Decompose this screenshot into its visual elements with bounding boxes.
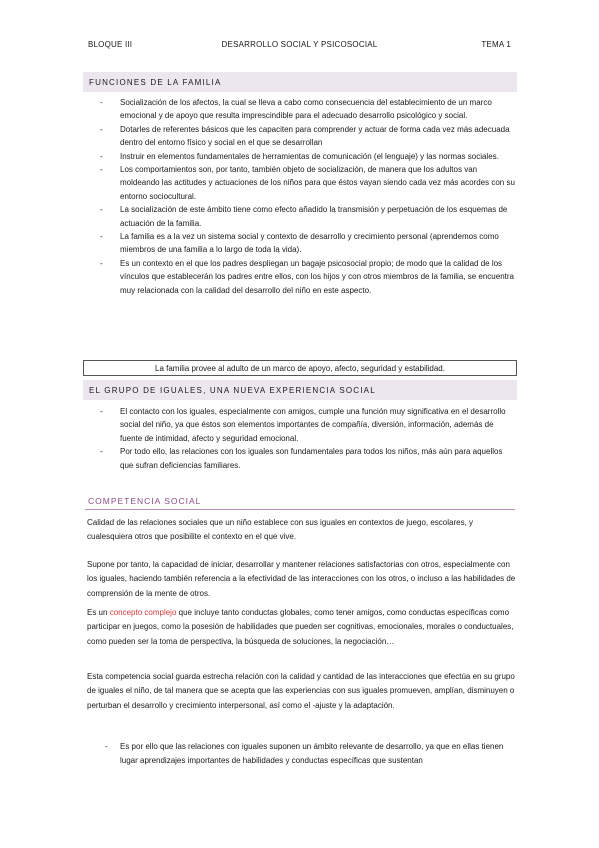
- list-item: - Es un contexto en el que los padres despliegan un bagaje psicosocial propio; de modo que la calidad de los vínculos que establecerán los padres entre ellos, con los hijos y con otros miembros de la familia, se encuentra muy relacionada con la calidad del desarrollo del niño en este aspecto.: [100, 257, 515, 297]
- boxed-note-text: La familia provee al adulto de un marco de apoyo, afecto, seguridad y estabilidad.: [155, 363, 445, 373]
- highlighted-term: concepto complejo: [109, 608, 177, 617]
- boxed-note: [83, 360, 517, 376]
- header-subject: DESARROLLO SOCIAL Y PSICOSOCIAL: [221, 40, 378, 49]
- paragraph-text: Es un: [87, 608, 110, 617]
- list-item: - Instruir en elementos fundamentales de herramientas de comunicación (el lenguaje) y las normas sociales.: [100, 150, 515, 163]
- list-item: - Dotarles de referentes básicos que les capaciten para comprender y actuar de forma cada vez más adecuada dentro del entorno físico y social en el que se desarrollan: [100, 123, 515, 150]
- paragraph: Calidad de las relaciones sociales que un niño establece con sus iguales en contextos de juego, escolares, y cualesquiera otros que posibilite el contexto en el que vive.: [87, 518, 474, 542]
- list-item: [105, 740, 517, 768]
- family-functions-list: [100, 96, 515, 297]
- section-title: EL GRUPO DE IGUALES, UNA NUEVA EXPERIENCIA SOCIAL: [89, 385, 376, 395]
- list-item: - Socialización de los afectos, la cual se lleva a cabo como consecuencia del establecimiento de un marco emocional y de apoyo que resulta imprescindible para el adecuado desarrollo psicológico y social.: [100, 96, 515, 123]
- list-item-text: Es por ello que las relaciones con iguales suponen un ámbito relevante de desarrollo, ya que en ellas tienen lugar aprendizajes importantes de habilidades y conductas específicas que sustentan: [120, 742, 504, 765]
- subsection-title-social-competence: COMPETENCIA SOCIAL: [88, 496, 202, 506]
- list-item: - El contacto con los iguales, especialmente con amigos, cumple una función muy significativa en el desarrollo social del niño, ya que éstos son elementos importantes de compañía, diversión, información, además de fuente de intimidad, afecto y seguridad emocional.: [100, 405, 515, 445]
- header-block: BLOQUE III: [88, 40, 133, 49]
- section-title: FUNCIONES DE LA FAMILIA: [89, 77, 222, 87]
- paragraph: Supone por tanto, la capacidad de iniciar, desarrollar y mantener relaciones satisfactorias con otros, especialmente con los iguales, haciendo también referencia a la efectividad de las interacciones con los otros, o incluso a las habilidades de comprensión de la mente de otros.: [87, 560, 516, 598]
- section-heading-family-functions: [83, 72, 517, 92]
- paragraph: [87, 606, 517, 649]
- paragraph: Esta competencia social guarda estrecha relación con la calidad y cantidad de las interacciones que efectúa en su grupo de iguales el niño, de tal manera que se acepta que las experiencias con sus iguales promueven, amplían, disminuyen o perturban el desarrollo y crecimiento interpersonal, así como el -ajuste y la adaptación.: [87, 672, 515, 710]
- list-item: - Los comportamientos son, por tanto, también objeto de socialización, de manera que los adultos van moldeando las actitudes y actuaciones de los niños para que éstos vayan siendo cada vez más acordes con su entorno sociocultural.: [100, 163, 515, 203]
- paragraph-text: que incluye tanto conductas globales, como tener amigos, como conductas específicas como participar en juegos, como la posesión de habilidades que pueden ser cognitivas, emocionales, morales o conductuales, como pueden ser la toma de perspectiva, la búsqueda de soluciones, la negociación…: [87, 608, 514, 646]
- bullet-dash: -: [105, 742, 108, 751]
- list-item: - La familia es a la vez un sistema social y contexto de desarrollo y crecimiento personal (aprendemos como miembros de una familia a lo largo de toda la vida).: [100, 230, 515, 257]
- list-item: - Por todo ello, las relaciones con los iguales son fundamentales para todos los niños, más aún para aquellos que sufran deficiencias familiares.: [100, 445, 515, 472]
- page-header: [88, 40, 511, 49]
- peer-group-list: [100, 405, 515, 472]
- subsection-divider: [85, 509, 515, 510]
- header-topic: TEMA 1: [481, 40, 511, 49]
- section-heading-peer-group: [83, 380, 517, 400]
- list-item: - La socialización de este ámbito tiene como efecto añadido la transmisión y perpetuación de los esquemas de actuación de la familia.: [100, 203, 515, 230]
